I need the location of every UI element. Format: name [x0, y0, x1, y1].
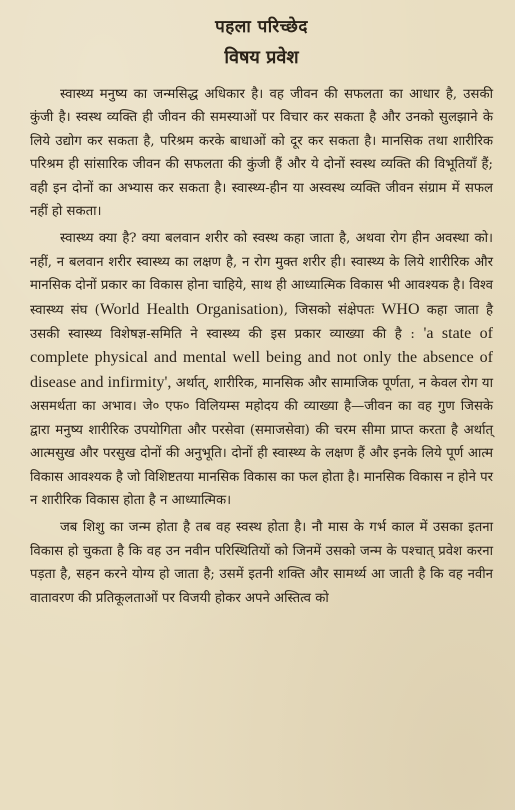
chapter-heading: पहला परिच्छेद — [215, 17, 308, 37]
paragraph-2-part-4: अर्थात्, शारीरिक, मानसिक और सामाजिक पूर्णता, न केवल रोग या असमर्थता का अभाव। जे० एफ० विलियम्स महोदय की व्याख्या है—जीवन का वह गुण जिसके द्वारा मनुष्य शारीरिक उपयोगिता और परसेवा (समाजसेवा) की चरम सीमा प्राप्त करता है अर्थात् आत्मसुख और परसुख दोनों की अनुभूति। दोनों ही स्वास्थ्य के लक्षण हैं और इनके लिये पूर्ण आत्म विकास आवश्यक है जो विशिष्टतया मानसिक विकास का फल होता है। मानसिक विकास न होने पर न शारीरिक विकास होता है न आध्यात्मिक। — [30, 375, 493, 508]
paragraph-2-part-1: स्वास्थ्य क्या है? क्या बलवान शरीर को स्वस्थ कहा जाता है, अथवा रोग हीन अवस्था को। नहीं, न बलवान शरीर स्वास्थ्य का लक्षण है, न रोग मुक्त शरीर ही। स्वास्थ्य के लिये शारीरिक और मानसिक दोनों प्रकार का विकास होना चाहिये, साथ ही आध्यात्मिक विकास भी आवश्यक है। विश्व स्वास्थ्य संघ ( — [30, 231, 493, 318]
who-abbreviation: WHO — [381, 300, 420, 318]
paragraph-2-part-2: ), जिसको संक्षेपतः — [278, 302, 375, 318]
section-title: विषय प्रवेश — [224, 47, 299, 68]
paragraph-2-part-3: कहा जाता है उसकी स्वास्थ्य विशेषज्ञ-समिति ने स्वास्थ्य की इस प्रकार व्याख्या की है : — [30, 302, 493, 343]
paragraph-1: स्वास्थ्य मनुष्य का जन्मसिद्ध अधिकार है। वह जीवन की सफलता का आधार है, उसकी कुंजी है। स्वस्थ व्यक्ति ही जीवन की समस्याओं पर विचार कर सकता है और उनको सुलझाने के लिये उद्योग कर सकता है, परिश्रम करके बाधाओं को दूर कर सकता है। मानसिक तथा शारीरिक परिश्रम ही सांसारिक जीवन की सफलता की कुंजी हैं और ये दोनों स्वस्थ व्यक्ति की विभूतियाँ हैं; वही इन दोनों का अभ्यास कर सकता है। स्वास्थ्य-हीन या अस्वस्थ व्यक्ति जीवन संग्राम में सफल नहीं हो सकता। — [30, 87, 493, 220]
paragraph-2 — [30, 227, 493, 512]
paragraph-3: जब शिशु का जन्म होता है तब वह स्वस्थ होता है। नौ मास के गर्भ काल में उसका इतना विकास हो चुकता है कि वह उन नवीन परिस्थितियों को जिनमें उसको जन्म के पश्चात् प्रवेश करना पड़ता है, सहन करने योग्य हो जाता है; उसमें इतनी शक्ति और सामर्थ्य आ जाती है कि वह नवीन वातावरण की प्रतिकूलताओं पर विजयी होकर अपने अस्तित्व को — [30, 520, 493, 606]
english-quote: 'a state of complete physical and mental well being and not only the absence of disease and infirmity', — [30, 325, 493, 391]
organisation-name: World Health Organisation — [99, 300, 279, 318]
